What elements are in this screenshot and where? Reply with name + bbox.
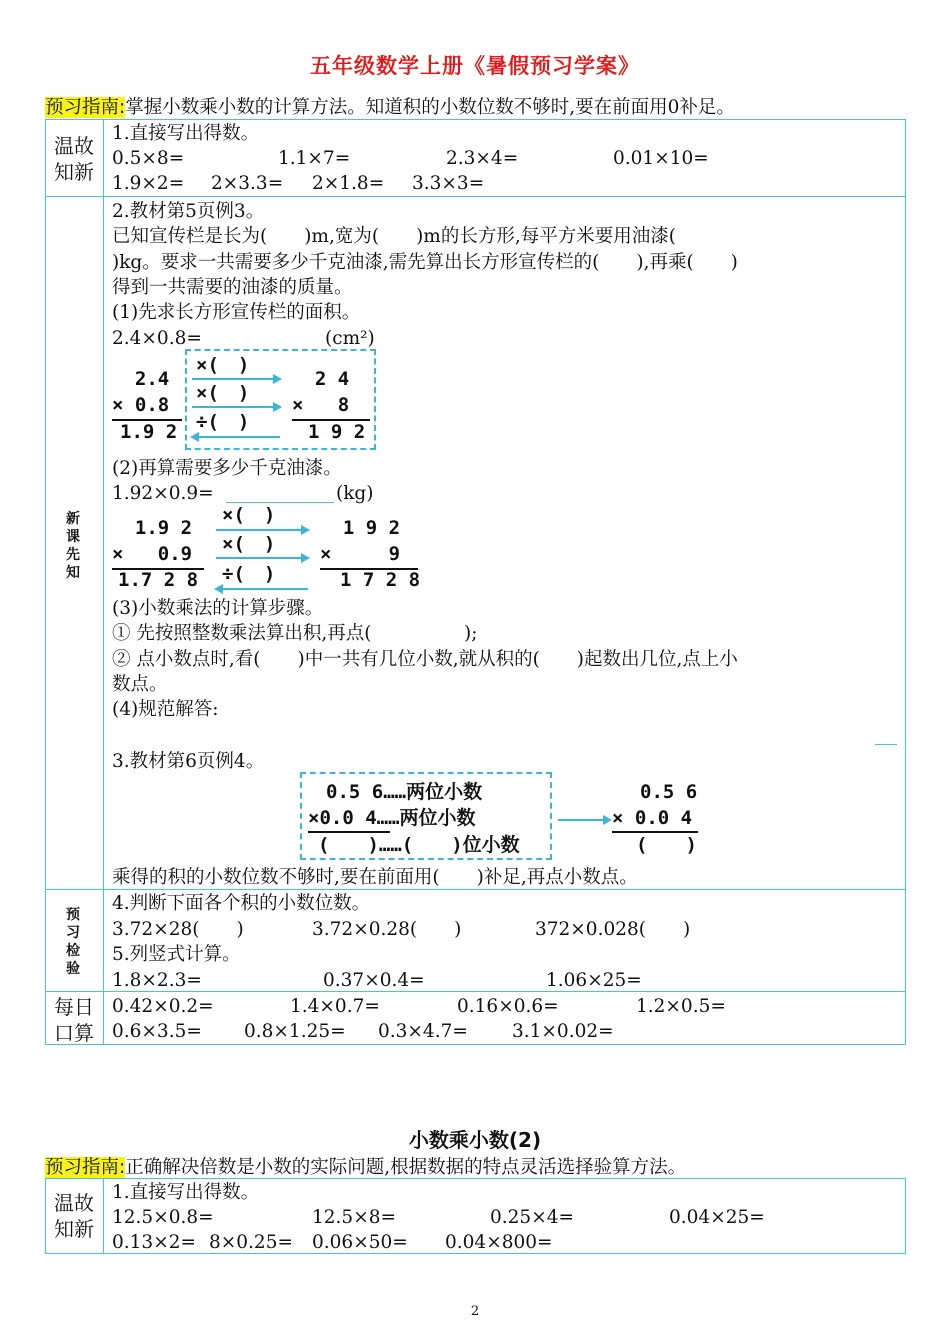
calc1-op: ×( ) xyxy=(196,382,250,404)
study-guide xyxy=(45,1153,686,1179)
calc1-left-top: 2.4 xyxy=(112,368,170,390)
exercise-item: 0.16×0.6= xyxy=(457,996,559,1017)
column-divider xyxy=(103,119,104,1045)
step2-unit: (kg) xyxy=(336,483,374,504)
calc2-op: ÷( ) xyxy=(222,563,276,585)
calc2-op: ×( ) xyxy=(222,504,276,526)
calc2-right-result: 1 7 2 8 xyxy=(340,569,421,591)
daily-label xyxy=(45,994,103,1046)
review-label-line: 温故 xyxy=(54,134,94,158)
exercise-item: 3.3×3= xyxy=(412,173,485,194)
calc1-left-result: 1.9 2 xyxy=(120,421,178,443)
page-number: 2 xyxy=(470,1304,480,1319)
exercise-item: 372×0.028( ) xyxy=(535,919,691,940)
q3-conclusion: 乘得的积的小数位数不够时,要在前面用( )补足,再点小数点。 xyxy=(112,867,638,888)
exercise-item: 2×3.3= xyxy=(211,173,284,194)
exercise-item: 0.42×0.2= xyxy=(112,996,214,1017)
exercise-item: 3.72×0.28( ) xyxy=(312,919,462,940)
exercise-item: 0.8×1.25= xyxy=(244,1021,346,1042)
q5-heading: 5.列竖式计算。 xyxy=(112,944,241,965)
calc2-right-top: 1 9 2 xyxy=(320,517,401,539)
exercise-item: 3.72×28( ) xyxy=(112,919,244,940)
calc3-right: 0.5 6 xyxy=(640,781,698,803)
q2-heading: 2.教材第5页例3。 xyxy=(112,201,265,222)
step1-unit: (cm²) xyxy=(325,328,375,349)
calc1-left-mid: × 0.8 xyxy=(112,394,170,416)
exercise-item: 1.2×0.5= xyxy=(636,996,726,1017)
exercise-item: 0.5×8= xyxy=(112,148,185,169)
exercise-item: 0.04×25= xyxy=(669,1207,765,1228)
exercise-item: 1.1×7= xyxy=(278,148,351,169)
exercise-item: 1.4×0.7= xyxy=(290,996,380,1017)
q2-line: )kg。要求一共需要多少千克油漆,需先算出长方形宣传栏的( ),再乘( ) xyxy=(112,252,738,273)
daily-label-line: 口算 xyxy=(54,1021,94,1045)
calc1-op: ÷( ) xyxy=(196,411,250,433)
exercise-item: 2.3×4= xyxy=(446,148,519,169)
guide-text: 正确解决倍数是小数的实际问题,根据数据的特点灵活选择验算方法。 xyxy=(125,1157,687,1178)
review-label-line: 知新 xyxy=(54,160,94,184)
calc1-right-mid: × 8 xyxy=(292,394,350,416)
review-heading: 1.直接写出得数。 xyxy=(112,1182,260,1203)
q2-line: 已知宣传栏是长为( )m,宽为( )m的长方形,每平方米要用油漆( xyxy=(112,226,676,247)
exercise-item: 0.06×50= xyxy=(312,1232,408,1253)
check-label: 预习检验 xyxy=(66,907,80,977)
step4-heading: (4)规范解答: xyxy=(112,699,219,720)
arrow-left-icon xyxy=(216,588,308,590)
exercise-item: 12.5×8= xyxy=(312,1207,396,1228)
exercise-item: 0.37×0.4= xyxy=(323,970,425,991)
review-label-line: 温故 xyxy=(54,1191,94,1215)
q2-line: 得到一共需要的油漆的质量。 xyxy=(112,277,353,298)
guide-label: 预习指南: xyxy=(45,1157,126,1178)
calc2-op: ×( ) xyxy=(222,533,276,555)
new-lesson-label: 新课先知 xyxy=(66,511,80,581)
calc3-right: × 0.0 4 xyxy=(612,807,693,829)
review-heading: 1.直接写出得数。 xyxy=(112,123,260,144)
exercise-item: 1.9×2= xyxy=(112,173,185,194)
review-label xyxy=(45,1190,103,1242)
guide-text: 掌握小数乘小数的计算方法。知道积的小数位数不够时,要在前面用0补足。 xyxy=(125,97,735,118)
arrow-left-icon xyxy=(192,436,280,438)
step3-line: ① 先按照整数乘法算出积,再点( ); xyxy=(112,623,478,644)
calc2-right-mid: × 9 xyxy=(320,543,401,565)
exercise-item: 0.3×4.7= xyxy=(378,1021,468,1042)
arrow-right-icon xyxy=(216,557,308,559)
step3-line: 数点。 xyxy=(112,674,168,695)
daily-label-line: 每日 xyxy=(54,995,94,1019)
step3-heading: (3)小数乘法的计算步骤。 xyxy=(112,598,324,619)
calc1-op: ×( ) xyxy=(196,354,250,376)
calc1-right-result: 1 9 2 xyxy=(308,421,366,443)
calc2-left-top: 1.9 2 xyxy=(112,517,193,539)
step1-expression: 2.4×0.8= xyxy=(112,328,202,349)
review-label xyxy=(45,133,103,185)
exercise-item: 8×0.25= xyxy=(209,1232,293,1253)
step1-heading: (1)先求长方形宣传栏的面积。 xyxy=(112,302,361,323)
exercise-item: 0.6×3.5= xyxy=(112,1021,202,1042)
exercise-item: 1.06×25= xyxy=(546,970,642,991)
exercise-item: 1.8×2.3= xyxy=(112,970,202,991)
answer-blank xyxy=(875,744,897,745)
step3-line: ② 点小数点时,看( )中一共有几位小数,就从积的( )起数出几位,点上小 xyxy=(112,649,738,670)
calc3-right: ( ) xyxy=(636,834,697,856)
section-title: 小数乘小数(2) xyxy=(408,1128,542,1152)
step2-heading: (2)再算需要多少千克油漆。 xyxy=(112,458,342,479)
calc3-line: ( )……( )位小数 xyxy=(318,834,520,856)
study-guide xyxy=(45,93,735,119)
exercise-item: 12.5×0.8= xyxy=(112,1207,214,1228)
arrow-right-icon xyxy=(192,406,280,408)
step2-expression: 1.92×0.9= xyxy=(112,483,214,504)
exercise-item: 0.25×4= xyxy=(490,1207,574,1228)
q4-heading: 4.判断下面各个积的小数位数。 xyxy=(112,893,371,914)
calc1-right-top: 2 4 xyxy=(292,368,350,390)
exercise-item: 2×1.8= xyxy=(312,173,385,194)
arrow-right-icon xyxy=(558,819,610,821)
column-divider xyxy=(103,1178,104,1254)
calc3-line: ×0.0 4……两位小数 xyxy=(308,807,476,829)
calc3-line: 0.5 6……两位小数 xyxy=(326,781,483,803)
exercise-item: 3.1×0.02= xyxy=(512,1021,614,1042)
exercise-item: 0.01×10= xyxy=(613,148,709,169)
document-title: 五年级数学上册《暑假预习学案》 xyxy=(310,54,640,78)
calc2-left-result: 1.7 2 8 xyxy=(118,569,199,591)
review-label-line: 知新 xyxy=(54,1217,94,1241)
exercise-item: 0.04×800= xyxy=(445,1232,553,1253)
exercise-item: 0.13×2= xyxy=(112,1232,196,1253)
calc2-left-mid: × 0.9 xyxy=(112,543,193,565)
q3-heading: 3.教材第6页例4。 xyxy=(112,751,265,772)
guide-label: 预习指南: xyxy=(45,97,126,118)
